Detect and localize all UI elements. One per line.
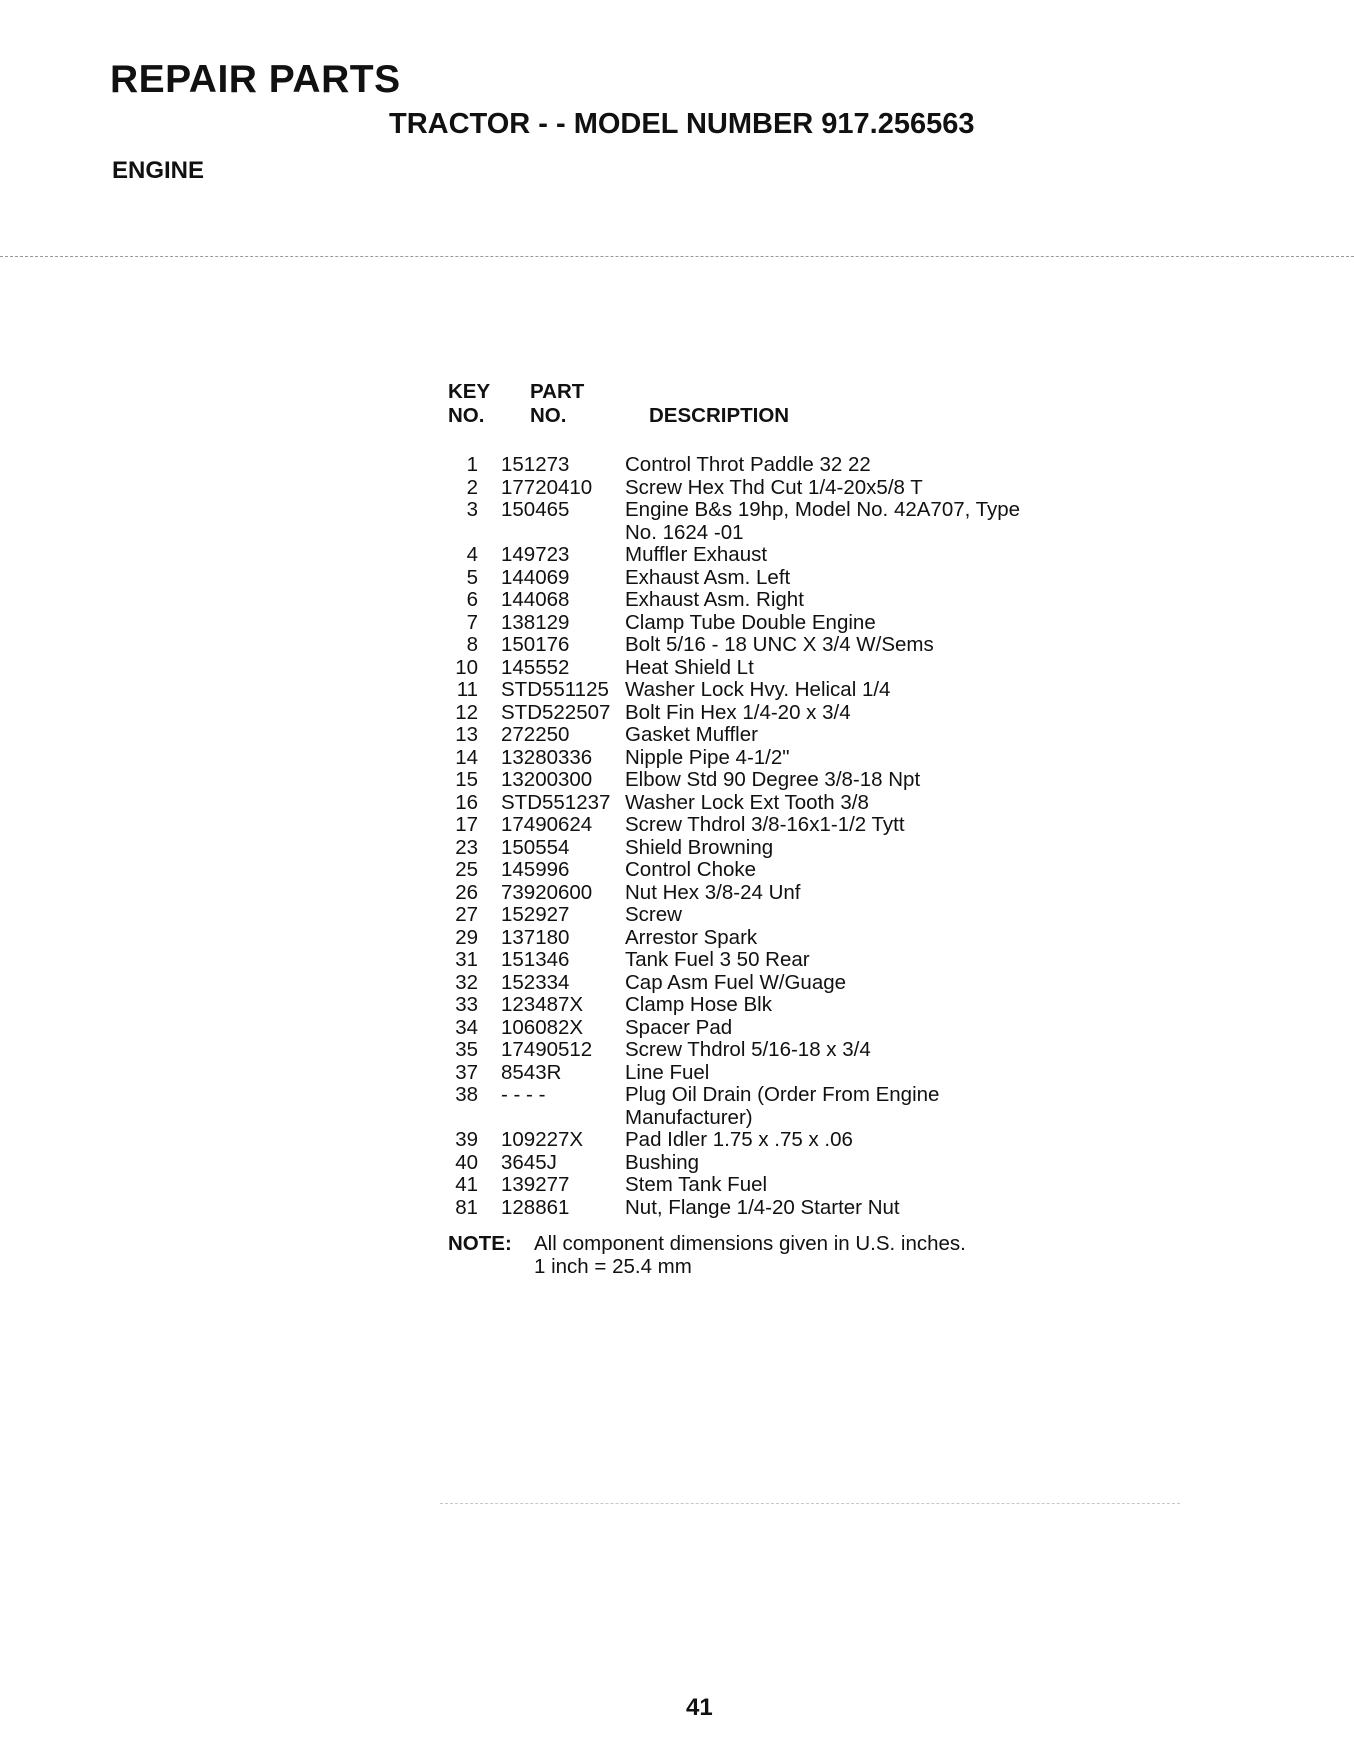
key-no-cell: 10 xyxy=(455,655,478,679)
key-no-cell: 5 xyxy=(466,565,478,589)
key-no-cell: 81 xyxy=(455,1195,478,1219)
key-no-cell: 31 xyxy=(455,948,478,971)
key-no-cell: 17 xyxy=(455,813,478,836)
description-header: DESCRIPTION xyxy=(649,404,790,427)
description-cell: Clamp Hose Blk xyxy=(625,993,772,1016)
description-cell: Control Choke xyxy=(625,858,757,881)
note xyxy=(448,1232,966,1278)
key-no-cell: 6 xyxy=(466,588,478,611)
description-cell: Clamp Tube Double Engine xyxy=(625,610,876,634)
description-cell: Gasket Muffler xyxy=(625,723,758,746)
description-cell: Muffler Exhaust xyxy=(625,543,768,566)
key-no-cell: 29 xyxy=(455,925,478,949)
key-no-cell: 39 xyxy=(455,1128,478,1151)
description-cell: Screw Hex Thd Cut 1/4-20x5/8 T xyxy=(625,475,923,499)
divider-line xyxy=(0,256,1354,257)
key-no-cell: 25 xyxy=(455,858,478,881)
part-no-cell: 145552 xyxy=(501,655,570,679)
table-row xyxy=(448,544,1148,567)
description-cell: Tank Fuel 3 50 Rear xyxy=(625,948,810,971)
key-no-cell: 13 xyxy=(455,723,478,746)
part-no-cell: 17490624 xyxy=(501,813,593,836)
part-no-cell: 106082X xyxy=(501,1015,584,1039)
part-no-cell: 13280336 xyxy=(501,745,593,769)
table-row xyxy=(448,904,1148,927)
key-no-cell: 23 xyxy=(455,835,478,859)
key-no-cell: 11 xyxy=(456,678,478,701)
part-no-cell: 150554 xyxy=(501,835,570,859)
key-no-cell: 41 xyxy=(455,1173,478,1196)
table-row xyxy=(448,1062,1148,1085)
part-no-cell: 150465 xyxy=(501,498,570,521)
part-no-cell: 109227X xyxy=(501,1128,584,1151)
part-header-line2: NO. xyxy=(530,404,567,427)
table-row xyxy=(448,454,1148,477)
description-cell: Pad Idler 1.75 x .75 x .06 xyxy=(625,1128,853,1151)
parts-list xyxy=(448,454,1148,1219)
part-no-cell: 17490512 xyxy=(501,1038,593,1061)
page-number: 41 xyxy=(686,1694,713,1721)
key-no-header xyxy=(448,380,490,428)
part-no-cell: 3645J xyxy=(501,1150,557,1174)
table-row xyxy=(448,994,1148,1017)
description-cell: Bolt 5/16 - 18 UNC X 3/4 W/Sems xyxy=(625,633,934,656)
key-no-cell: 16 xyxy=(455,790,478,814)
key-no-cell: 8 xyxy=(466,633,478,656)
description-cell: Nipple Pipe 4-1/2" xyxy=(625,745,790,769)
key-no-cell: 34 xyxy=(455,1015,478,1039)
key-no-cell: 1 xyxy=(466,453,478,476)
key-no-cell: 7 xyxy=(466,610,478,634)
table-row xyxy=(448,1197,1148,1220)
description-cell: Engine B&s 19hp, Model No. 42A707, Type No. 1624 -01 xyxy=(625,498,1021,544)
part-no-cell: 144068 xyxy=(501,588,570,611)
description-cell: Exhaust Asm. Right xyxy=(625,588,804,611)
description-cell: Control Throt Paddle 32 22 xyxy=(625,453,871,476)
description-cell: Screw Thdrol 3/8-16x1-1/2 Tytt xyxy=(625,813,905,836)
part-no-cell: 151346 xyxy=(501,948,570,971)
part-no-cell: 151273 xyxy=(501,453,570,476)
part-no-cell: 13200300 xyxy=(501,768,593,791)
table-row xyxy=(448,1174,1148,1197)
table-row xyxy=(448,837,1148,860)
table-row xyxy=(448,1017,1148,1040)
part-no-cell: 145996 xyxy=(501,858,570,881)
description-cell: Exhaust Asm. Left xyxy=(625,565,791,589)
description-cell: Bushing xyxy=(625,1150,700,1174)
table-row xyxy=(448,927,1148,950)
table-row xyxy=(448,949,1148,972)
description-cell: Bolt Fin Hex 1/4-20 x 3/4 xyxy=(625,700,851,724)
part-no-cell: 144069 xyxy=(501,565,570,589)
description-cell: Spacer Pad xyxy=(625,1015,733,1039)
key-no-cell: 40 xyxy=(455,1150,478,1174)
key-no-cell: 33 xyxy=(455,993,478,1016)
table-row xyxy=(448,567,1148,590)
table-row xyxy=(448,589,1148,612)
part-no-cell: 73920600 xyxy=(501,880,593,904)
part-no-header xyxy=(530,380,584,428)
description-cell: Washer Lock Hvy. Helical 1/4 xyxy=(625,678,891,701)
part-no-cell: 152927 xyxy=(501,903,570,926)
key-no-cell: 26 xyxy=(455,880,478,904)
part-no-cell: 150176 xyxy=(501,633,570,656)
part-no-cell: 138129 xyxy=(501,610,570,634)
description-cell: Screw Thdrol 5/16-18 x 3/4 xyxy=(625,1038,871,1061)
key-no-cell: 27 xyxy=(455,903,478,926)
description-cell: Elbow Std 90 Degree 3/8-18 Npt xyxy=(625,768,921,791)
table-row xyxy=(448,1084,1148,1129)
key-no-cell: 12 xyxy=(455,700,478,724)
note-line1: All component dimensions given in U.S. inches. xyxy=(534,1232,966,1255)
table-row xyxy=(448,859,1148,882)
part-no-cell: STD551237 xyxy=(501,790,611,814)
key-no-cell: 38 xyxy=(455,1083,478,1106)
part-no-cell: 137180 xyxy=(501,925,570,949)
part-no-cell: 128861 xyxy=(501,1195,570,1219)
part-no-cell: 152334 xyxy=(501,970,570,994)
table-row xyxy=(448,792,1148,815)
key-no-cell: 37 xyxy=(455,1060,478,1084)
page-title: REPAIR PARTS xyxy=(110,58,401,101)
table-row xyxy=(448,769,1148,792)
key-no-cell: 15 xyxy=(455,768,478,791)
table-row xyxy=(448,1039,1148,1062)
key-header-line1: KEY xyxy=(448,380,491,403)
table-row xyxy=(448,814,1148,837)
description-cell: Line Fuel xyxy=(625,1060,710,1084)
part-no-cell: 17720410 xyxy=(501,475,593,499)
table-row xyxy=(448,499,1148,544)
part-header-line1: PART xyxy=(530,380,585,403)
description-cell: Nut Hex 3/8-24 Unf xyxy=(625,880,801,904)
part-no-cell: 272250 xyxy=(501,723,570,746)
faint-divider-line xyxy=(440,1503,1180,1504)
part-no-cell: - - - - xyxy=(501,1083,546,1106)
key-no-cell: 4 xyxy=(466,543,478,566)
table-row xyxy=(448,679,1148,702)
table-row xyxy=(448,612,1148,635)
part-no-cell: 149723 xyxy=(501,543,570,566)
table-row xyxy=(448,1152,1148,1175)
section-title: ENGINE xyxy=(112,157,205,184)
description-cell: Arrestor Spark xyxy=(625,925,758,949)
table-row xyxy=(448,882,1148,905)
note-label: NOTE: xyxy=(448,1232,512,1255)
table-row xyxy=(448,1129,1148,1152)
table-row xyxy=(448,634,1148,657)
table-row xyxy=(448,477,1148,500)
key-no-cell: 35 xyxy=(455,1038,478,1061)
description-cell: Screw xyxy=(625,903,682,926)
model-subtitle: TRACTOR - - MODEL NUMBER 917.256563 xyxy=(389,108,975,140)
description-cell: Plug Oil Drain (Order From Engine Manufacturer) xyxy=(625,1083,940,1129)
table-row xyxy=(448,747,1148,770)
part-no-cell: 8543R xyxy=(501,1060,562,1084)
table-row xyxy=(448,657,1148,680)
description-cell: Heat Shield Lt xyxy=(625,655,754,679)
part-no-cell: STD551125 xyxy=(501,678,609,701)
key-no-cell: 14 xyxy=(455,745,478,769)
key-no-cell: 3 xyxy=(466,498,478,521)
table-row xyxy=(448,972,1148,995)
description-cell: Stem Tank Fuel xyxy=(625,1173,768,1196)
key-no-cell: 2 xyxy=(466,475,478,499)
table-row xyxy=(448,724,1148,747)
part-no-cell: STD522507 xyxy=(501,700,611,724)
key-header-line2: NO. xyxy=(448,404,485,427)
description-cell: Shield Browning xyxy=(625,835,774,859)
description-cell: Nut, Flange 1/4-20 Starter Nut xyxy=(625,1195,900,1219)
part-no-cell: 123487X xyxy=(501,993,584,1016)
description-cell: Cap Asm Fuel W/Guage xyxy=(625,970,847,994)
key-no-cell: 32 xyxy=(455,970,478,994)
table-row xyxy=(448,702,1148,725)
description-cell: Washer Lock Ext Tooth 3/8 xyxy=(625,790,869,814)
part-no-cell: 139277 xyxy=(501,1173,570,1196)
note-line2: 1 inch = 25.4 mm xyxy=(534,1255,692,1278)
